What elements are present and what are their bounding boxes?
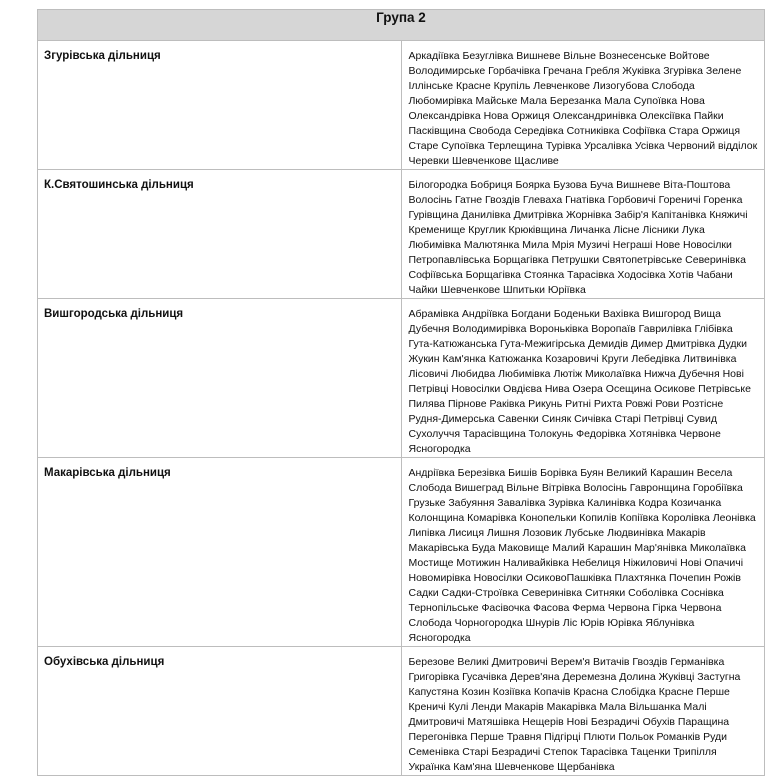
village-list: Березове Великі Дмитровичі Верем'я Витачів Гвоздів Германівка Григорівка Гусачівка Дерев'яна Деремезна Долина Жуківці Застугна Капустяна Козин Козіївка Копачів Красна Слобідка Красне Перше Креничі Кулі Ленди Макарів Макарівка Мала Вільшанка Малі Дмитровичі Матяшівка Нещерів Нові Безрадичі Обухів Паращина Перегонівка Перше Травня Підгірці Плюти Польок Романків Руди Семенівка Старі Безрадичі Степок Тарасівка Таценки Трипілля Українка Кам'яна Шевченкове Щербанівка <box>401 647 765 776</box>
village-list: Абрамівка Андріївка Богдани Боденьки Вахівка Вишгород Вища Дубечня Володимирівка Воронькiвка Воропаїв Гаврилівка Глібівка Гута-Катюжанська Гута-Межигірська Демидів Димер Дмитрівка Дудки Жукин Кам'янка Катюжанка Козаровичі Круги Лебедівка Литвинівка Лісовичі Любидва Любимівка Лютіж Миколаївка Нижча Дубечня Нові Петрівці Новосілки Овдієва Нива Озера Осещина Осикове Петрівське Пилява Пірнове Раківка Рикунь Ритні Рихта Ровжі Рови Розтісне Рудня-Димерська Савенки Синяк Сичівка Старі Петрівці Сувид Сухолуччя Тарасівщина Толокунь Федорівка Хотянівка Червоне Ясногородка <box>401 299 765 458</box>
village-list: Аркадіївка Безуглівка Вишневе Вільне Вознесенське Войтове Володимирське Горбачівка Гречана Гребля Жуківка Згурівка Зелене Іллінське Красне Крупіль Левченкове Лизогубова Слобода Любомирівка Майське Мала Березанка Мала Супоївка Нова Олександрівка Нова Оржиця Олександринівка Олексіївка Пайки Пасківщина Свобода Середівка Сотниківка Софіївка Стара Оржиця Старе Супоївка Терлещина Турівка Урсалівка Усівка Червоний відділок Черевки Шевченкове Щасливе <box>401 41 765 170</box>
table-row <box>38 41 765 170</box>
table-row <box>38 170 765 299</box>
table-row <box>38 647 765 776</box>
village-list: Білогородка Бобриця Боярка Бузова Буча Вишневе Віта-Поштова Волосінь Гатне Гвоздів Глеваха Гнатівка Горбовичі Гореничі Горенка Гурівщина Данилівка Дмитрівка Жорнівка Забір'я Капітанівка Княжичі Кременище Круглик Крюківщина Личанка Лісне Лісники Лука Любимівка Малютянка Мила Мрія Музичі Негрaші Нове Новосілки Петропавлівська Борщагівка Петрушки Святопетрівське Северинівка Софіївська Борщагівка Стоянка Тарасівка Ходосівка Хотів Чабани Чайки Шевченкове Шпитьки Юріївка <box>401 170 765 299</box>
district-name: Вишгородська дільниця <box>38 299 402 458</box>
table-row <box>38 458 765 647</box>
villages-table <box>37 9 765 776</box>
district-name: К.Святошинська дільниця <box>38 170 402 299</box>
village-list: Андріївка Березівка Бишів Борівка Буян Великий Карашин Весела Слобода Вишеград Вільне Вітрівка Волосінь Гавронщина Горобіївка Грузьке Забуяння Завалівка Зурівка Калинівка Кодра Козичанка Колонщина Комарівка Конопельки Копилів Копіївка Королівка Леонівка Липівка Лисиця Лишня Лозовик Лубське Людвинівка Макарів Макарівська Буда Маковище Малий Карашин Мар'янівка Миколаївка Мостище Мотижин Наливайківка Небелиця Ніжиловичі Нові Опачичі Новомирівка Новосілки ОсиковоПашківка Плахтянка Почепин Рожів Садки Садки-Строївка Северинівка Ситняки Соболівка Соснівка Тернопільське Фасівочка Фасова Ферма Червона Гірка Червона Слобода Чорногородка Шнурів Ліс Юрів Юрівка Яблунівка Ясногородка <box>401 458 765 647</box>
document-page <box>37 9 765 773</box>
table-header: Група 2 <box>38 10 765 41</box>
district-name: Згурівська дільниця <box>38 41 402 170</box>
district-name: Обухівська дільниця <box>38 647 402 776</box>
table-row <box>38 299 765 458</box>
district-name: Макарівська дільниця <box>38 458 402 647</box>
